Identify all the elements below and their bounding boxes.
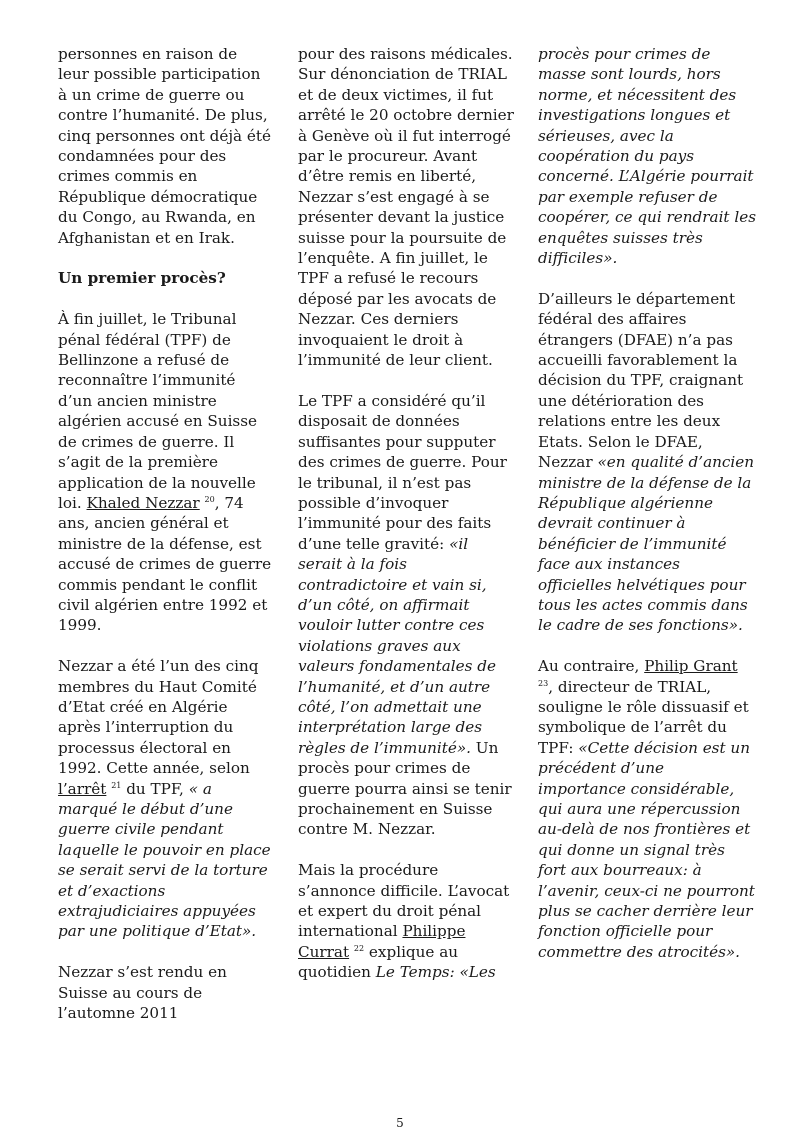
section-heading: Un premier procès? (58, 269, 226, 288)
footnote-ref: 21 (111, 780, 122, 790)
column-2 (298, 44, 514, 1003)
paragraph: Nezzar a été l’un des cinq membres du Haut Comité d’Etat créé en Algérie après l’interruption du processus électoral en 1992. Cette année, selon l’arrêt $^{21}$ du TPF, « a marqué le début d’une guerre civile pendant laquelle le pouvoir en place se serait servi de la torture et d’exactions extrajudiciaires appuyées par une politique d’Etat». (58, 657, 271, 941)
paragraph: D’ailleurs le département fédéral des affaires étrangers (DFAE) n’a pas accueilli favorablement la décision du TPF, craignant une détérioration des relations entre les deux Etats. Selon le DFAE, Nezzar «en qualité d’ancien ministre de la défense de la République algérienne devrait continuer à bénéficier de l’immunité face aux instances officielles helvétiques pour tous les actes commis dans le cadre de ses fonctions». (538, 289, 755, 635)
link-philippe-currat[interactable]: Philippe Currat (298, 922, 466, 961)
paragraph: À fin juillet, le Tribunal pénal fédéral (TPF) de Bellinzone a refusé de reconnaître l’immunité d’un ancien ministre algérien accusé en Suisse de crimes de guerre. Il s’agit de la première application de la nouvelle loi. Khaled Nezzar $^{20}$, 74 ans, ancien général et ministre de la défense, est accusé de crimes de guerre commis pendant le conflit civil algérien entre 1992 et 1999. (58, 310, 272, 635)
quote: procès pour crimes de masse sont lourds, hors norme, et nécessitent des investigations longues et sérieuses, avec la coopération du pays concerné. L’Algérie pourrait par exemple refuser de coopérer, ce qui rendrait les enquêtes suisses très difficiles». (538, 45, 757, 268)
paragraph: Nezzar s’est rendu en Suisse au cours de l’automne 2011 (58, 963, 227, 1023)
quote: «Cette décision est un précédent d’une importance considérable, qui aura une répercussion au-delà de nos frontières et qui donne un signal très fort aux bourreaux: à l’avenir, ceux-ci ne pourront plus se cacher derrière leur fonction officielle pour commettre des atrocités». (538, 738, 755, 961)
paragraph (538, 44, 756, 268)
footnote-ref: 22 (353, 943, 365, 953)
paragraph: pour des raisons médicales. Sur dénonciation de TRIAL et de deux victimes, il fut arrêté le 20 octobre dernier à Genève où il fut interrogé par le procureur. Avant d’être remis en liberté, Nezzar s’est engagé à se présenter devant la justice suisse pour la poursuite de l’enquête. A fin juillet, le TPF a refusé le recours déposé par les avocats de Nezzar. Ces derniers invoquaient le droit à l’immunité de leur client. (298, 45, 514, 370)
column-3 (538, 44, 756, 983)
paragraph: Mais la procédure s’annonce difficile. L’avocat et expert du droit pénal international Philippe Currat $^{22}$ explique au quotidien Le Temps: «Les (298, 861, 510, 982)
link-khaled-nezzar[interactable]: Khaled Nezzar (86, 493, 200, 512)
link-arret[interactable]: l’arrêt (58, 779, 107, 798)
quote: «il serait à la fois contradictoire et vain si, d’un côté, on affirmait vouloir lutter contre ces violations graves aux valeurs fondamentales de l’humanité, et d’un autre côté, l’on admettait une interprétation large des règles de l’immunité». (298, 534, 496, 757)
footnote-ref: 23 (538, 678, 549, 688)
paragraph: Le TPF a considéré qu’il disposait de données suffisantes pour supputer des crimes de guerre. Pour le tribunal, il n’est pas possible d’invoquer l’immunité pour des faits d’une telle gravité: «il serait à la fois contradictoire et vain si, d’un côté, on affirmait vouloir lutter contre ces violations graves aux valeurs fondamentales de l’humanité, et d’un autre côté, l’on admettait une interprétation large des règles de l’immunité». Un procès pour crimes de guerre pourra ainsi se tenir prochainement en Suisse contre M. Nezzar. (298, 391, 512, 839)
page-number: 5 (396, 1116, 404, 1130)
newspaper-title: Le Temps (375, 963, 450, 982)
link-philip-grant[interactable]: Philip Grant (644, 657, 738, 676)
paragraph: personnes en raison de leur possible participation à un crime de guerre ou contre l’humanité. De plus, cinq personnes ont déjà été condamnées pour des crimes commis en République démocratique du Congo, au Rwanda, en Afghanistan et en Irak. (58, 45, 272, 247)
footnote-ref: 20 (204, 494, 215, 504)
quote: « a marqué le début d’une guerre civile pendant laquelle le pouvoir en place se serait servi de la torture et d’exactions extrajudiciaires appuyées par une politique d’Etat». (58, 779, 271, 941)
paragraph: Au contraire, Philip Grant $^{23}$, directeur de TRIAL, souligne le rôle dissuasif et symbolique de l’arrêt du TPF: «Cette décision est un précédent d’une importance considérable, qui aura une répercussion au-delà de nos frontières et qui donne un signal très fort aux bourreaux: à l’avenir, ceux-ci ne pourront plus se cacher derrière leur fonction officielle pour commettre des atrocités». (538, 657, 755, 961)
column-1 (58, 44, 272, 1044)
quote: «en qualité d’ancien ministre de la défense de la République algérienne devrait continuer à bénéficier de l’immunité face aux instances officielles helvétiques pour tous les actes commis dans le cadre de ses fonctions». (538, 453, 755, 635)
